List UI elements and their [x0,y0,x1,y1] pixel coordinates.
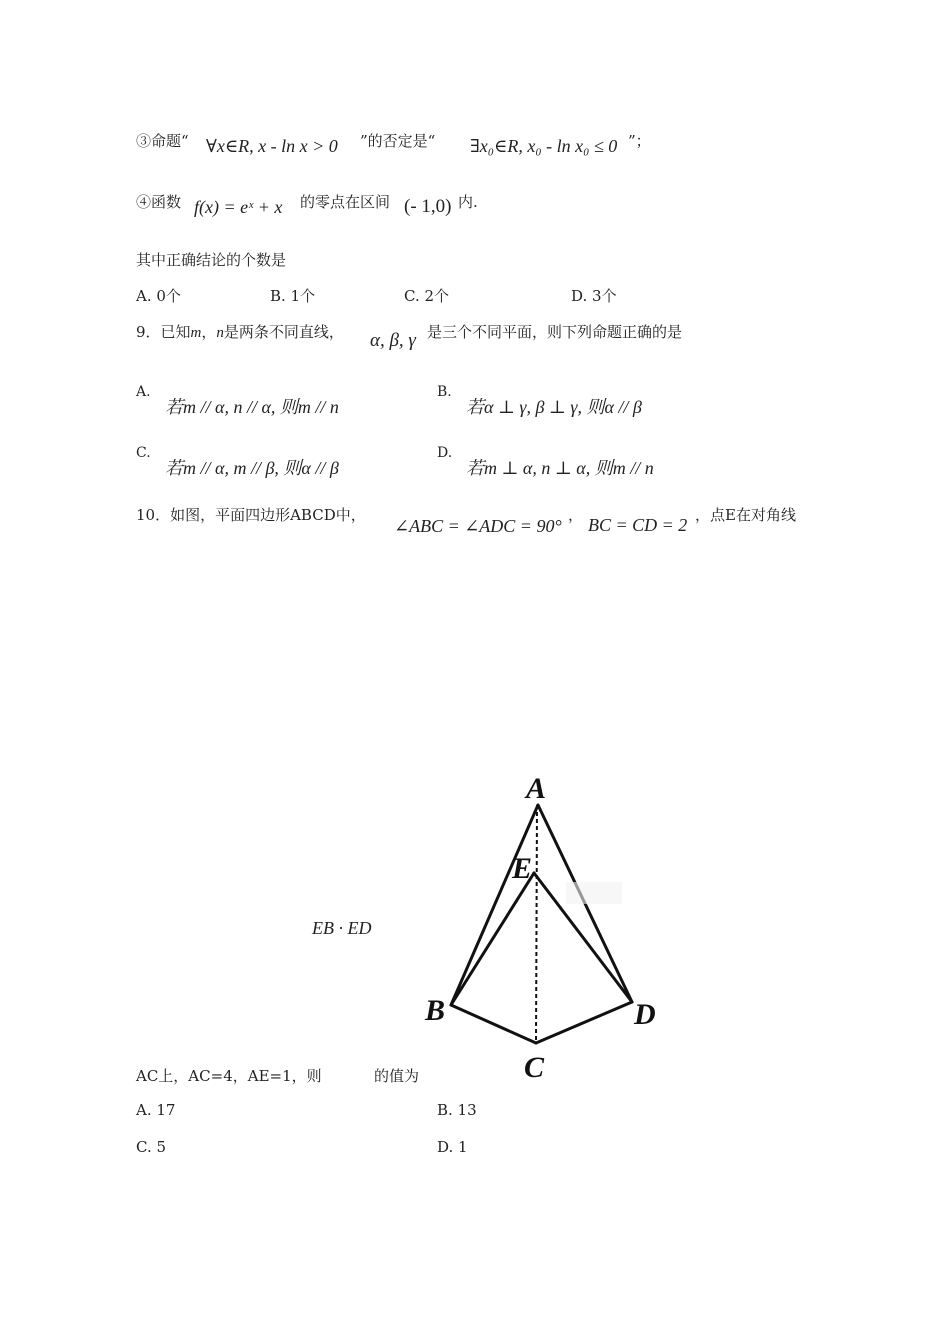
statement-3-prefix: ③命题“ [136,132,189,150]
q9-stem-c: 是三个不同平面，则下列命题正确的是 [427,323,683,341]
q10-stem-d: 的值为 [374,1067,420,1085]
q9-option-b: 若α ⊥ γ, β ⊥ γ, 则α // β [466,397,642,417]
q10-option-b: B. 13 [437,1101,477,1119]
smudge-mark [566,882,622,904]
q9-comma: ， [201,323,217,341]
segment-eb [451,873,534,1005]
q9-option-c-label: C. [136,445,151,461]
q10-sides: BC = CD = 2 [588,515,688,535]
q10-sep: ， [568,506,584,524]
q10-option-d: D. 1 [437,1138,468,1156]
q9-option-d: 若m ⊥ α, n ⊥ α, 则m // n [466,458,654,478]
label-c: C [524,1051,545,1084]
q9-line-m: m [190,325,202,341]
q9-stem-a: 9．已知 [136,323,191,341]
edge-ab [451,805,538,1005]
label-b: B [425,994,446,1027]
q10-stem-a: 10．如图，平面四边形ABCD中， [136,506,366,524]
q9-line-n: n [216,325,224,341]
q9-planes: α, β, γ [370,330,416,351]
statement-4-suffix: 内. [458,193,478,211]
label-d: D [634,998,656,1031]
q9-option-c: 若m // α, m // β, 则α // β [165,458,339,478]
q8-option-c: C. 2个 [404,287,450,305]
q9-option-d-label: D. [437,445,453,461]
statement-4-formula-1: f(x) = eˣ + x [194,197,283,217]
q10-option-a: A. 17 [136,1101,176,1119]
q9-option-b-label: B. [437,384,452,400]
diagonal-ac [536,805,537,1043]
q10-stem-c: AC上，AC=4，AE=1，则 [136,1067,322,1085]
q8-option-b: B. 1个 [270,287,316,305]
statement-4-prefix: ④函数 [136,193,182,211]
q10-vector-product: EB · ED [312,918,372,938]
q10-option-c: C. 5 [136,1138,167,1156]
statement-3-suffix: ”； [628,132,651,150]
edge-cd [536,1002,632,1043]
label-a: A [526,772,547,805]
statement-3-mid: ”的否定是“ [360,132,436,150]
statement-4-formula-2: (- 1,0) [404,196,452,217]
statement-3-formula-2: ∃x₀∈R, x₀ - ln x₀ ≤ 0 [470,136,618,156]
q10-stem-b: ，点E在对角线 [695,506,796,524]
q10-angle: ∠ABC = ∠ADC = 90° [394,516,562,536]
q9-stem-b: 是两条不同直线， [223,323,344,341]
label-e: E [512,852,533,885]
statement-3-formula-1: ∀x∈R, x - ln x > 0 [206,136,338,156]
edge-bc [451,1005,536,1043]
q8-option-d: D. 3个 [571,287,617,305]
q8-stem: 其中正确结论的个数是 [136,251,287,269]
statement-4-mid: 的零点在区间 [300,193,391,211]
q9-option-a: 若m // α, n // α, 则m // n [165,397,339,417]
q9-option-a-label: A. [136,384,151,400]
q8-option-a: A. 0个 [136,287,181,305]
